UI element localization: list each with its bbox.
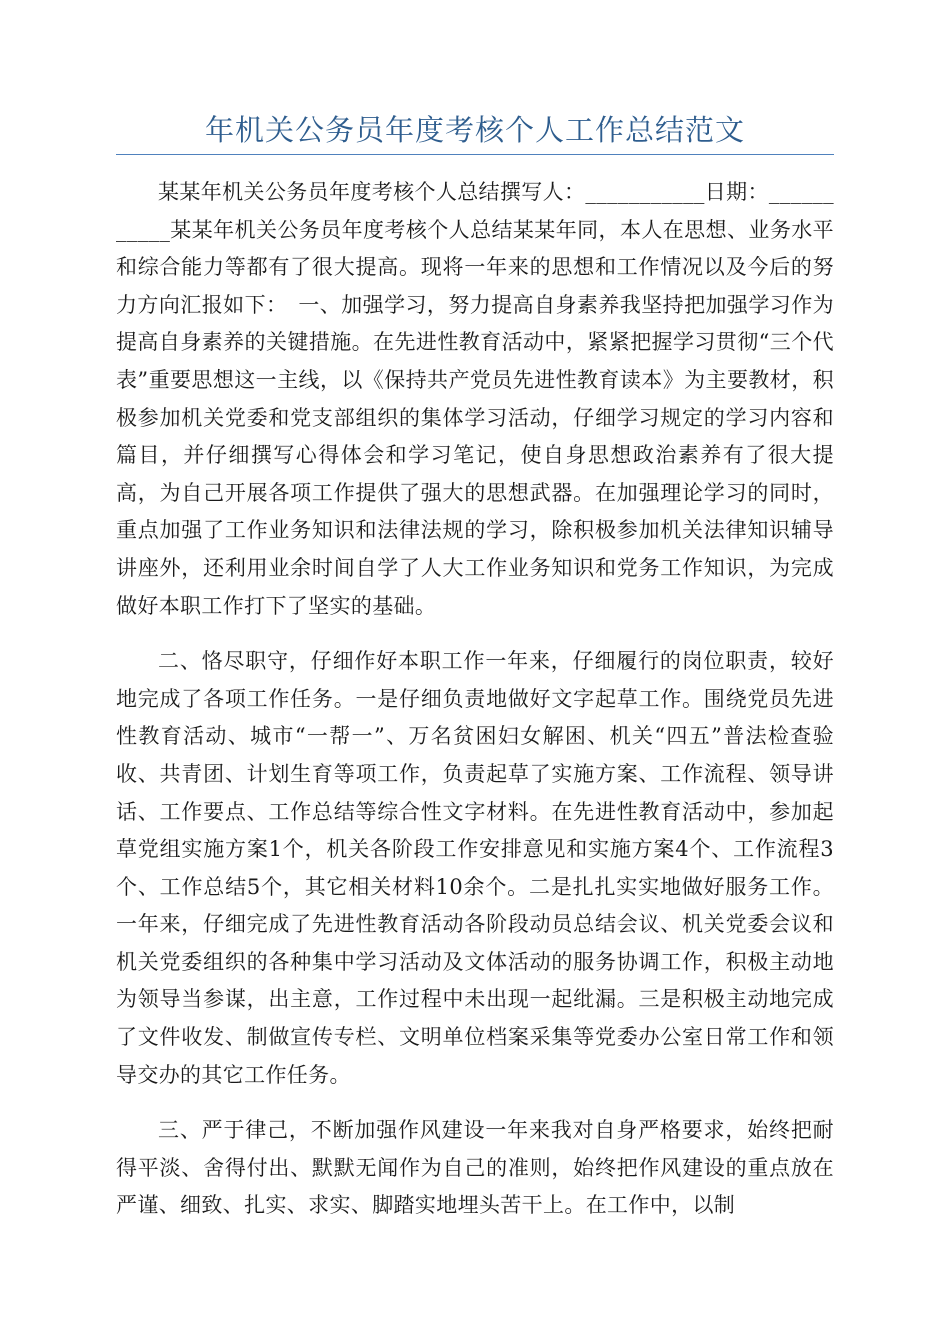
- document-title: 年机关公务员年度考核个人工作总结范文: [204, 113, 745, 147]
- paragraph-1: 某某年机关公务员年度考核个人总结撰写人：___________日期：___________某某年机关公务员年度考核个人总结某某年同，本人在思想、业务水平和综合能力等都有了很大提高。现将一年来的思想和工作情况以及今后的努力方向汇报如下： 一、加强学习，努力提高自身素养我坚持把加强学习作为提高自身素养的关键措施。在先进性教育活动中，紧紧把握学习贯彻“三个代表”重要思想这一主线，以《保持共产党员先进性教育读本》为主要教材，积极参加机关党委和党支部组织的集体学习活动，仔细学习规定的学习内容和篇目，并仔细撰写心得体会和学习笔记，使自身思想政治素养有了很大提高，为自己开展各项工作提供了强大的思想武器。在加强理论学习的同时，重点加强了工作业务知识和法律法规的学习，除积极参加机关法律知识辅导讲座外，还利用业余时间自学了人大工作业务知识和党务工作知识，为完成做好本职工作打下了坚实的基础。: [116, 180, 834, 618]
- title-underline: [116, 154, 834, 155]
- paragraph-2: 二、恪尽职守，仔细作好本职工作一年来，仔细履行的岗位职责，较好地完成了各项工作任务。一是仔细负责地做好文字起草工作。围绕党员先进性教育活动、城市“一帮一”、万名贫困妇女解困、机关“四五”普法检查验收、共青团、计划生育等项工作，负责起草了实施方案、工作流程、领导讲话、工作要点、工作总结等综合性文字材料。在先进性教育活动中，参加起草党组实施方案1个，机关各阶段工作安排意见和实施方案4个、工作流程3个、工作总结5个，其它相关材料10余个。二是扎扎实实地做好服务工作。一年来，仔细完成了先进性教育活动各阶段动员总结会议、机关党委会议和机关党委组织的各种集中学习活动及文体活动的服务协调工作，积极主动地为领导当参谋，出主意，工作过程中未出现一起纰漏。三是积极主动地完成了文件收发、制做宣传专栏、文明单位档案采集等党委办公室日常工作和领导交办的其它工作任务。: [116, 649, 834, 1087]
- paragraph-3: 三、严于律己，不断加强作风建设一年来我对自身严格要求，始终把耐得平淡、舍得付出、默默无闻作为自己的准则，始终把作风建设的重点放在严谨、细致、扎实、求实、脚踏实地埋头苦干上。在工作中，以制: [116, 1118, 834, 1218]
- document-body: [116, 174, 834, 1243]
